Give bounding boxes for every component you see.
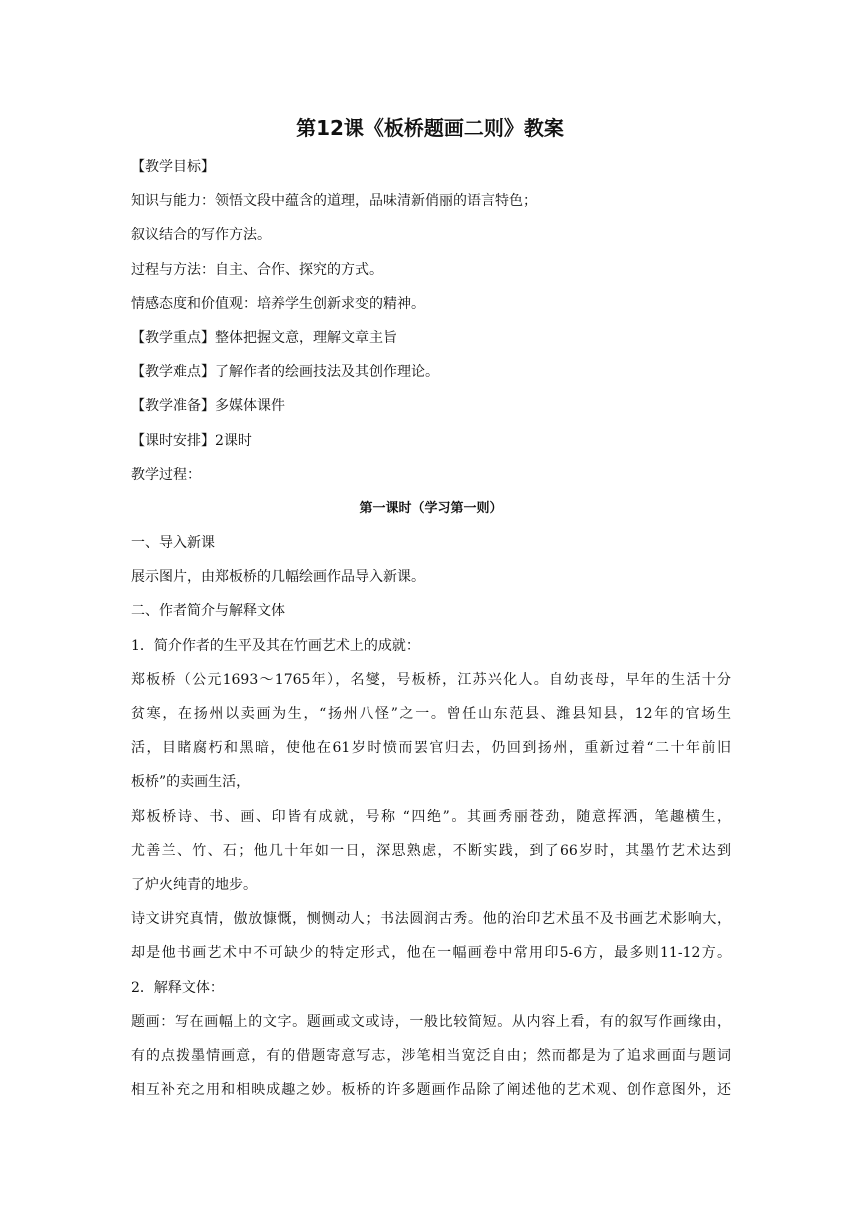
text-line: 过程与方法：自主、合作、探究的方式。 [131, 261, 383, 278]
text-line: 2．解释文体： [131, 979, 224, 996]
text-line: 叙议结合的写作方法。 [131, 227, 271, 244]
text-line: 题画：写在画幅上的文字。题画或文或诗，一般比较简短。从内容上看，有的叙写作画缘由， [131, 1013, 731, 1030]
text-line: 有的点拨墨情画意，有的借题寄意写志，涉笔相当宽泛自由；然而都是为了追求画面与题词 [131, 1047, 731, 1064]
text-line: 展示图片，由郑板桥的几幅绘画作品导入新课。 [131, 569, 425, 586]
document-title: 第12课《板桥题画二则》教案 [296, 116, 564, 140]
text-line: 尤善兰、竹、石；他几十年如一日，深思熟虑，不断实践，到了66岁时，其墨竹艺术达到 [131, 842, 731, 859]
text-line: 板桥”的卖画生活， [131, 774, 251, 791]
text-line: 教学过程： [131, 466, 201, 483]
text-line: 活，目睹腐朽和黑暗，使他在61岁时愤而罢官归去，仍回到扬州，重新过着“二十年前旧 [131, 740, 731, 757]
text-line: 【教学重点】整体把握文意，理解文章主旨 [131, 329, 397, 346]
text-line: 【教学准备】多媒体课件 [131, 398, 285, 415]
text-line: 1．简介作者的生平及其在竹画艺术上的成就： [131, 637, 420, 654]
text-line: 贫寒，在扬州以卖画为生，“扬州八怪”之一。曾任山东范县、潍县知县，12年的官场生 [131, 706, 731, 722]
text-line: 诗文讲究真情，傲放慷慨，恻恻动人；书法圆润古秀。他的治印艺术虽不及书画艺术影响大， [131, 911, 731, 928]
text-line: 知识与能力：领悟文段中蕴含的道理，品味清新俏丽的语言特色； [131, 193, 537, 210]
text-line: 【教学难点】了解作者的绘画技法及其创作理论。 [131, 364, 439, 381]
text-line: 了炉火纯青的地步。 [131, 876, 257, 893]
text-line: 【课时安排】2课时 [131, 432, 252, 449]
text-line: 相互补充之用和相映成趣之妙。板桥的许多题画作品除了阐述他的艺术观、创作意图外，还 [131, 1082, 731, 1099]
text-line: 情感态度和价值观：培养学生创新求变的精神。 [131, 295, 425, 312]
document-body [131, 150, 731, 1107]
text-line: 一、导入新课 [131, 535, 215, 552]
text-line: 二、作者简介与解释文体 [131, 603, 285, 620]
text-line: 郑板桥（公元1693～1765年），名燮，号板桥，江苏兴化人。自幼丧母，早年的生活十分 [131, 671, 731, 688]
text-line: 郑板桥诗、书、画、印皆有成就，号称 “四绝”。其画秀丽苍劲，随意挥洒，笔趣横生， [131, 808, 731, 825]
section-heading: 第一课时（学习第一则） [359, 500, 503, 516]
text-line: 却是他书画艺术中不可缺少的特定形式，他在一幅画卷中常用印5-6方，最多则11-12方。 [131, 945, 731, 962]
text-line: 【教学目标】 [131, 159, 215, 175]
